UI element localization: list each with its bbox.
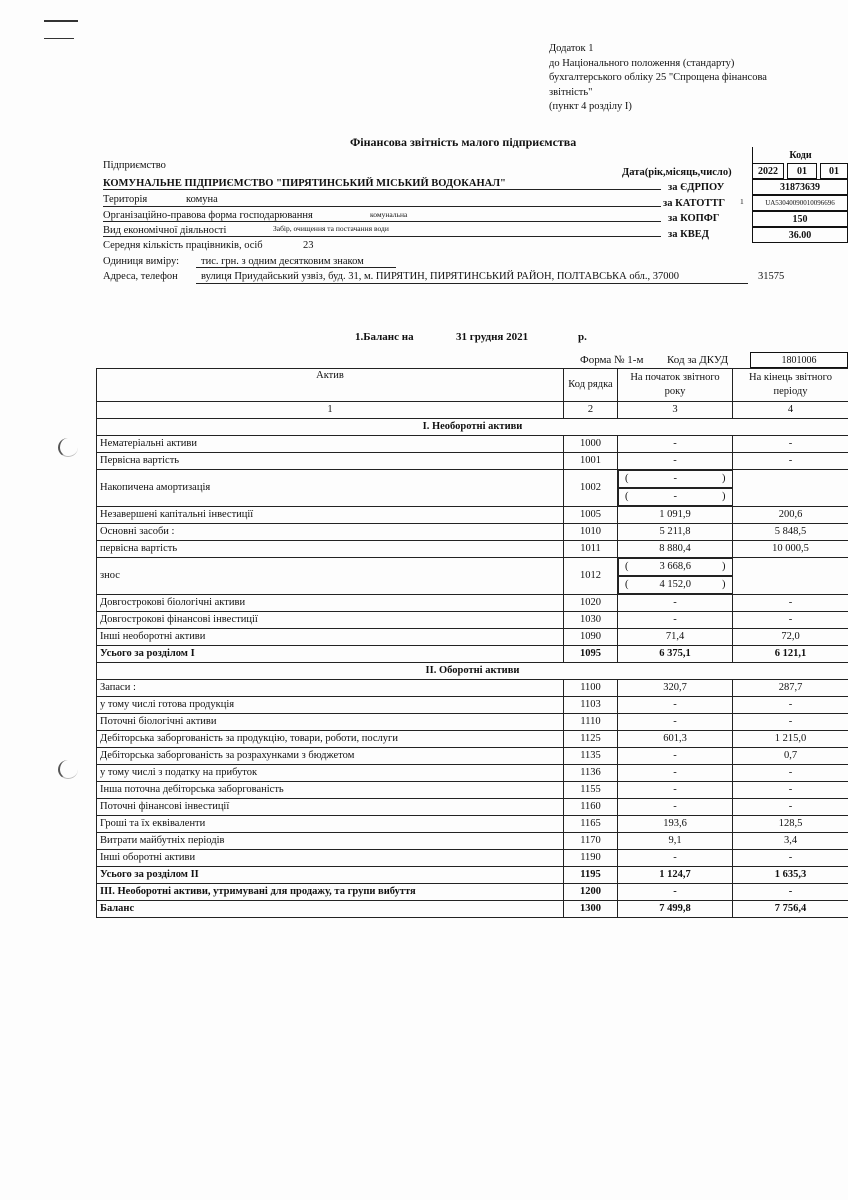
row-code: 1110 xyxy=(564,714,618,731)
row-code: 1005 xyxy=(564,507,618,524)
row-value-end: - xyxy=(733,799,848,816)
scan-mark xyxy=(44,20,78,22)
row-code: 1136 xyxy=(564,765,618,782)
date-year: 2022 xyxy=(752,163,784,179)
paren-close: ) xyxy=(722,561,726,572)
address-label: Адреса, телефон xyxy=(103,271,178,282)
row-label: Основні засоби : xyxy=(97,524,564,541)
row-value-end: 72,0 xyxy=(733,629,848,646)
row-value-end: 200,6 xyxy=(733,507,848,524)
row-label: Поточні фінансові інвестиції xyxy=(97,799,564,816)
value: 4 152,0 xyxy=(659,579,691,590)
kved-label: за КВЕД xyxy=(668,229,709,240)
row-value-end: - xyxy=(733,782,848,799)
header-start: На початок звітного року xyxy=(618,369,733,402)
table-row xyxy=(97,612,848,629)
employees-label: Середня кількість працівників, осіб xyxy=(103,240,263,251)
row-label: Дебіторська заборгованість за розрахунками з бюджетом xyxy=(97,748,564,765)
row-code: 1300 xyxy=(564,901,618,918)
row-label: Незавершені капітальні інвестиції xyxy=(97,507,564,524)
row-value-end: - xyxy=(733,850,848,867)
edrpou-code: 31873639 xyxy=(752,179,848,195)
employees-value: 23 xyxy=(303,240,314,251)
row-value-start: 193,6 xyxy=(618,816,733,833)
annex-block xyxy=(549,42,767,115)
row-value-start: 601,3 xyxy=(618,731,733,748)
annex-line: звітність" xyxy=(549,86,593,98)
table-row xyxy=(97,663,848,680)
row-value-end: - xyxy=(733,884,848,901)
row-value-start: 9,1 xyxy=(618,833,733,850)
row-value-end: 7 756,4 xyxy=(733,901,848,918)
balance-title: 1.Баланс на xyxy=(355,331,414,343)
kopfg-label: за КОПФГ xyxy=(668,213,720,224)
row-label: Первісна вартість xyxy=(97,453,564,470)
row-value-start: 8 880,4 xyxy=(618,541,733,558)
annex-line: Додаток 1 xyxy=(549,43,594,54)
date-day: 01 xyxy=(820,163,848,179)
value: - xyxy=(673,473,677,484)
table-row xyxy=(97,558,848,595)
row-code: 1090 xyxy=(564,629,618,646)
row-value-end: 287,7 xyxy=(733,680,848,697)
section-heading: ІІ. Оборотні активи xyxy=(97,663,848,680)
enterprise-label: Підприємство xyxy=(103,160,166,171)
activity-value: Забір, очищення та постачання води xyxy=(273,224,389,233)
activity-label: Вид економічної діяльності xyxy=(103,225,227,236)
unit-value: тис. грн. з одним десятковим знаком xyxy=(201,256,364,267)
underline xyxy=(196,267,396,268)
row-code: 1125 xyxy=(564,731,618,748)
table-row xyxy=(97,816,848,833)
row-label: Довгострокові фінансові інвестиції xyxy=(97,612,564,629)
row-value-end: - xyxy=(733,697,848,714)
org-form-value: комунальна xyxy=(370,210,408,219)
row-value-end: - xyxy=(733,595,848,612)
row-value-end: - xyxy=(733,612,848,629)
row-code: 1195 xyxy=(564,867,618,884)
paren-open: ( xyxy=(625,491,629,502)
table-row xyxy=(97,850,848,867)
row-code: 1170 xyxy=(564,833,618,850)
row-code: 1160 xyxy=(564,799,618,816)
paren-close: ) xyxy=(722,491,726,502)
header-code: Код рядка xyxy=(564,369,618,402)
row-value-end: 6 121,1 xyxy=(733,646,848,663)
table-row xyxy=(97,595,848,612)
row-value-end: - xyxy=(733,714,848,731)
row-value-start: - xyxy=(618,453,733,470)
table-row xyxy=(97,782,848,799)
row-value-start xyxy=(618,470,733,488)
row-value-start xyxy=(618,558,733,576)
row-value-start: - xyxy=(618,765,733,782)
annex-line: (пункт 4 розділу І) xyxy=(549,101,632,112)
underline xyxy=(103,221,661,222)
value: 3 668,6 xyxy=(659,561,691,572)
row-value-start: 7 499,8 xyxy=(618,901,733,918)
kopfg-code: 150 xyxy=(752,211,848,227)
row-value-end: 128,5 xyxy=(733,816,848,833)
balance-date: 31 грудня 2021 xyxy=(456,331,529,343)
row-label: Інші оборотні активи xyxy=(97,850,564,867)
row-label: Усього за розділом I xyxy=(97,646,564,663)
page-title: Фінансова звітність малого підприємства xyxy=(350,135,577,149)
row-code: 1020 xyxy=(564,595,618,612)
date-label: Дата(рік,місяць,число) xyxy=(622,167,732,178)
table-row xyxy=(97,507,848,524)
table-row xyxy=(97,765,848,782)
table-row xyxy=(97,867,848,884)
table-row xyxy=(97,419,848,436)
row-label: Інші необоротні активи xyxy=(97,629,564,646)
row-label: Гроші та їх еквіваленти xyxy=(97,816,564,833)
row-value-end: 10 000,5 xyxy=(733,541,848,558)
row-value-end: 0,7 xyxy=(733,748,848,765)
punch-hole xyxy=(58,438,78,457)
header-num: 2 xyxy=(564,402,618,419)
row-value-start: 71,4 xyxy=(618,629,733,646)
row-label: Довгострокові біологічні активи xyxy=(97,595,564,612)
row-value-end: - xyxy=(733,765,848,782)
kved-code: 36.00 xyxy=(752,227,848,243)
paren-open: ( xyxy=(625,473,629,484)
row-value-end: 1 215,0 xyxy=(733,731,848,748)
row-value-start: 1 091,9 xyxy=(618,507,733,524)
row-value-start: - xyxy=(618,799,733,816)
row-value-end: - xyxy=(733,453,848,470)
row-value-start: - xyxy=(618,612,733,629)
header-num: 4 xyxy=(733,402,848,419)
org-form-label: Організаційно-правова форма господарювання xyxy=(103,210,313,221)
date-month: 01 xyxy=(787,163,817,179)
row-code: 1100 xyxy=(564,680,618,697)
row-value-start: - xyxy=(618,595,733,612)
row-code: 1155 xyxy=(564,782,618,799)
row-value-start: 6 375,1 xyxy=(618,646,733,663)
row-value-start: - xyxy=(618,748,733,765)
annex-line: бухгалтерського обліку 25 "Спрощена фінансова xyxy=(549,72,767,83)
dkud-code: 1801006 xyxy=(750,352,848,368)
row-label: Дебіторська заборгованість за продукцію, товари, роботи, послуги xyxy=(97,731,564,748)
header-end: На кінець звітного періоду xyxy=(733,369,848,402)
row-label: у тому числі готова продукція xyxy=(97,697,564,714)
table-row xyxy=(97,646,848,663)
row-label: первісна вартість xyxy=(97,541,564,558)
header-num: 3 xyxy=(618,402,733,419)
row-value-start: 320,7 xyxy=(618,680,733,697)
row-label: у тому числі з податку на прибуток xyxy=(97,765,564,782)
form-label: Форма № 1-м xyxy=(580,354,644,366)
header-asset: Актив xyxy=(97,369,564,402)
underline xyxy=(103,206,661,207)
row-value-start: - xyxy=(618,697,733,714)
table-row xyxy=(97,748,848,765)
table-row xyxy=(97,453,848,470)
table-row xyxy=(97,436,848,453)
balance-year: р. xyxy=(578,331,587,343)
row-code: 1190 xyxy=(564,850,618,867)
table-row xyxy=(97,680,848,697)
value: - xyxy=(673,491,677,502)
table-row xyxy=(97,901,848,918)
territory-value: комуна xyxy=(186,194,218,205)
row-label: III. Необоротні активи, утримувані для продажу, та групи вибуття xyxy=(97,884,564,901)
row-label: Витрати майбутніх періодів xyxy=(97,833,564,850)
row-code: 1010 xyxy=(564,524,618,541)
table-row xyxy=(97,714,848,731)
table-row xyxy=(97,697,848,714)
table-row xyxy=(97,799,848,816)
paren-close: ) xyxy=(722,579,726,590)
row-value-end: - xyxy=(733,436,848,453)
table-row xyxy=(97,541,848,558)
table-row xyxy=(97,524,848,541)
edrpou-label: за ЄДРПОУ xyxy=(668,182,725,193)
address-value: вулиця Приудайський узвіз, буд. 31, м. ПИРЯТИН, ПИРЯТИНСЬКИЙ РАЙОН, ПОЛТАВСЬКА обл., 37000 xyxy=(201,271,680,282)
row-code: 1165 xyxy=(564,816,618,833)
paren-open: ( xyxy=(625,579,629,590)
row-value-end: 1 635,3 xyxy=(733,867,848,884)
codes-header: Коди xyxy=(752,147,848,163)
row-code: 1011 xyxy=(564,541,618,558)
row-value-end: 3,4 xyxy=(733,833,848,850)
row-label: Поточні біологічні активи xyxy=(97,714,564,731)
table-body xyxy=(97,419,848,918)
enterprise-name: КОМУНАЛЬНЕ ПІДПРИЄМСТВО "ПИРЯТИНСЬКИЙ МІСЬКИЙ ВОДОКАНАЛ" xyxy=(103,178,506,189)
row-label: знос xyxy=(97,558,564,595)
scan-mark xyxy=(44,38,74,39)
row-label: Інша поточна дебіторська заборгованість xyxy=(97,782,564,799)
row-value-end xyxy=(618,488,733,506)
phone-value: 31575 xyxy=(758,271,785,282)
section-heading: І. Необоротні активи xyxy=(97,419,848,436)
katottg-mark: 1 xyxy=(740,197,744,206)
table-row xyxy=(97,629,848,646)
row-label: Нематеріальні активи xyxy=(97,436,564,453)
underline xyxy=(103,236,661,237)
row-value-start: 1 124,7 xyxy=(618,867,733,884)
punch-hole xyxy=(58,760,78,779)
row-code: 1103 xyxy=(564,697,618,714)
row-code: 1000 xyxy=(564,436,618,453)
balance-table xyxy=(96,368,848,918)
row-code: 1002 xyxy=(564,470,618,507)
row-value-start: 5 211,8 xyxy=(618,524,733,541)
katottg-code: UA53040090010096696 xyxy=(752,195,848,211)
row-code: 1095 xyxy=(564,646,618,663)
row-code: 1030 xyxy=(564,612,618,629)
row-label: Баланс xyxy=(97,901,564,918)
row-value-start: - xyxy=(618,782,733,799)
table-row xyxy=(97,470,848,507)
unit-label: Одиниця виміру: xyxy=(103,256,179,267)
paren-open: ( xyxy=(625,561,629,572)
row-code: 1012 xyxy=(564,558,618,595)
table-row xyxy=(97,731,848,748)
underline xyxy=(196,283,748,284)
row-code: 1135 xyxy=(564,748,618,765)
territory-label: Територія xyxy=(103,194,148,205)
row-label: Запаси : xyxy=(97,680,564,697)
annex-line: до Національного положення (стандарту) xyxy=(549,57,735,69)
row-value-start: - xyxy=(618,884,733,901)
row-code: 1001 xyxy=(564,453,618,470)
row-value-start: - xyxy=(618,714,733,731)
table-row xyxy=(97,833,848,850)
row-value-end xyxy=(618,576,733,594)
underline xyxy=(103,189,661,190)
row-label: Усього за розділом II xyxy=(97,867,564,884)
row-label: Накопичена амортизація xyxy=(97,470,564,507)
dkud-label: Код за ДКУД xyxy=(667,354,729,366)
katottg-label: за КАТОТТГ xyxy=(663,198,726,209)
paren-close: ) xyxy=(722,473,726,484)
table-row xyxy=(97,884,848,901)
row-value-end: 5 848,5 xyxy=(733,524,848,541)
header-num: 1 xyxy=(97,402,564,419)
row-value-start: - xyxy=(618,850,733,867)
row-value-start: - xyxy=(618,436,733,453)
row-code: 1200 xyxy=(564,884,618,901)
